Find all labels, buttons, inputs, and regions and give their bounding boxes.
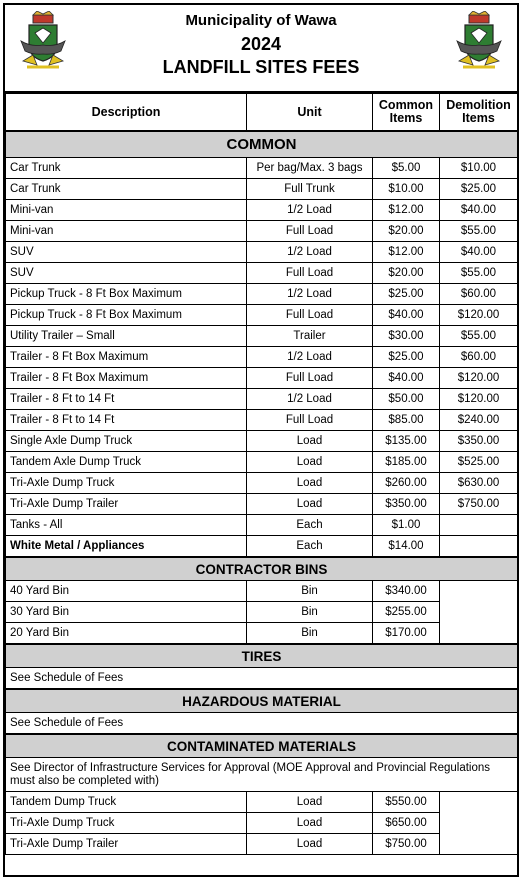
cell-demolition-price: $60.00 <box>440 347 518 368</box>
cell-description: White Metal / Appliances <box>6 536 247 558</box>
table-row <box>6 410 518 431</box>
tires-section-header <box>6 644 518 668</box>
cell-common-price: $750.00 <box>373 834 440 855</box>
table-row <box>6 368 518 389</box>
cell-description: SUV <box>6 263 247 284</box>
cell-common-price: $20.00 <box>373 221 440 242</box>
table-row <box>6 792 518 813</box>
cell-common-price: $255.00 <box>373 602 440 623</box>
cell-common-price: $550.00 <box>373 792 440 813</box>
cell-unit: Load <box>247 452 373 473</box>
cell-unit: 1/2 Load <box>247 242 373 263</box>
cell-unit: Full Load <box>247 368 373 389</box>
cell-description: Trailer - 8 Ft to 14 Ft <box>6 389 247 410</box>
table-row <box>6 494 518 515</box>
cell-unit: 1/2 Load <box>247 284 373 305</box>
table-row <box>6 326 518 347</box>
table-row <box>6 473 518 494</box>
cell-description: Trailer - 8 Ft Box Maximum <box>6 368 247 389</box>
fee-table <box>5 93 518 855</box>
cell-unit: Full Load <box>247 263 373 284</box>
cell-unit: 1/2 Load <box>247 347 373 368</box>
cell-demolition-price: $120.00 <box>440 368 518 389</box>
table-row <box>6 536 518 558</box>
cell-demolition-price: $60.00 <box>440 284 518 305</box>
cell-description: 30 Yard Bin <box>6 602 247 623</box>
cell-description: Single Axle Dump Truck <box>6 431 247 452</box>
contaminated-materials-section-title: CONTAMINATED MATERIALS <box>6 734 518 758</box>
cell-description: Mini-van <box>6 221 247 242</box>
table-row <box>6 284 518 305</box>
cell-description: SUV <box>6 242 247 263</box>
cell-common-price: $10.00 <box>373 179 440 200</box>
cell-demolition-price: $40.00 <box>440 242 518 263</box>
cell-common-price: $85.00 <box>373 410 440 431</box>
cell-description: 20 Yard Bin <box>6 623 247 645</box>
column-header-description: Description <box>6 94 247 132</box>
cell-common-price: $135.00 <box>373 431 440 452</box>
tires-note: See Schedule of Fees <box>6 668 518 690</box>
table-header-row <box>6 94 518 132</box>
cell-description: Trailer - 8 Ft Box Maximum <box>6 347 247 368</box>
table-row <box>6 347 518 368</box>
column-header-unit: Unit <box>247 94 373 132</box>
fee-table-body <box>6 131 518 855</box>
cell-common-price: $25.00 <box>373 347 440 368</box>
table-row <box>6 581 518 602</box>
fee-schedule-page <box>3 3 519 877</box>
cell-description: Tri-Axle Dump Trailer <box>6 494 247 515</box>
cell-common-price: $40.00 <box>373 305 440 326</box>
cell-unit: 1/2 Load <box>247 389 373 410</box>
table-row <box>6 263 518 284</box>
cell-common-price: $14.00 <box>373 536 440 558</box>
cell-unit: Load <box>247 494 373 515</box>
cell-unit: Each <box>247 515 373 536</box>
cell-description: Utility Trailer – Small <box>6 326 247 347</box>
cell-common-price: $1.00 <box>373 515 440 536</box>
cell-common-price: $260.00 <box>373 473 440 494</box>
table-row <box>6 179 518 200</box>
cell-demolition-price: $55.00 <box>440 221 518 242</box>
common-section-header <box>6 131 518 158</box>
cell-demolition-price: $10.00 <box>440 158 518 179</box>
cell-common-price: $25.00 <box>373 284 440 305</box>
cell-description: Tandem Dump Truck <box>6 792 247 813</box>
municipality-name: Municipality of Wawa <box>185 12 337 29</box>
cell-common-price: $20.00 <box>373 263 440 284</box>
contaminated-materials-note-row <box>6 758 518 792</box>
common-section-title: COMMON <box>6 131 518 158</box>
cell-common-price: $12.00 <box>373 242 440 263</box>
contractor-bins-section-header <box>6 557 518 581</box>
hazardous-material-note-row <box>6 713 518 735</box>
cell-description: Tri-Axle Dump Truck <box>6 473 247 494</box>
contaminated-materials-note: See Director of Infrastructure Services for Approval (MOE Approval and Provincial Regulations must also be completed with) <box>6 758 518 792</box>
cell-unit: Load <box>247 792 373 813</box>
tires-note-row <box>6 668 518 690</box>
municipal-crest-icon <box>19 11 67 73</box>
cell-demolition-empty <box>440 581 518 645</box>
cell-unit: Load <box>247 431 373 452</box>
cell-unit: Trailer <box>247 326 373 347</box>
cell-demolition-empty <box>440 792 518 855</box>
cell-demolition-price: $55.00 <box>440 326 518 347</box>
table-row <box>6 305 518 326</box>
municipal-crest-icon <box>455 11 503 73</box>
document-title: LANDFILL SITES FEES <box>162 57 360 77</box>
cell-unit: 1/2 Load <box>247 200 373 221</box>
cell-description: Tri-Axle Dump Truck <box>6 813 247 834</box>
table-row <box>6 431 518 452</box>
cell-unit: Bin <box>247 623 373 645</box>
table-row <box>6 452 518 473</box>
hazardous-material-section-title: HAZARDOUS MATERIAL <box>6 689 518 713</box>
table-row <box>6 200 518 221</box>
cell-unit: Bin <box>247 581 373 602</box>
cell-unit: Load <box>247 834 373 855</box>
cell-demolition-price: $55.00 <box>440 263 518 284</box>
table-row <box>6 389 518 410</box>
cell-unit: Load <box>247 813 373 834</box>
cell-common-price: $650.00 <box>373 813 440 834</box>
cell-description: Car Trunk <box>6 158 247 179</box>
cell-demolition-price: $25.00 <box>440 179 518 200</box>
cell-demolition-price: $750.00 <box>440 494 518 515</box>
cell-unit: Bin <box>247 602 373 623</box>
cell-common-price: $50.00 <box>373 389 440 410</box>
document-year: 2024 <box>240 34 282 54</box>
cell-demolition-price: $240.00 <box>440 410 518 431</box>
cell-description: Tanks - All <box>6 515 247 536</box>
cell-description: Pickup Truck - 8 Ft Box Maximum <box>6 305 247 326</box>
table-row <box>6 515 518 536</box>
table-row <box>6 158 518 179</box>
cell-description: Pickup Truck - 8 Ft Box Maximum <box>6 284 247 305</box>
contractor-bins-section-title: CONTRACTOR BINS <box>6 557 518 581</box>
cell-unit: Each <box>247 536 373 558</box>
cell-common-price: $30.00 <box>373 326 440 347</box>
cell-demolition-price: $630.00 <box>440 473 518 494</box>
cell-common-price: $40.00 <box>373 368 440 389</box>
cell-description: Mini-van <box>6 200 247 221</box>
document-header <box>5 5 517 93</box>
cell-unit: Full Load <box>247 305 373 326</box>
cell-unit: Full Load <box>247 221 373 242</box>
cell-description: 40 Yard Bin <box>6 581 247 602</box>
cell-common-price: $340.00 <box>373 581 440 602</box>
cell-demolition-price: $120.00 <box>440 389 518 410</box>
cell-demolition-price <box>440 515 518 536</box>
column-header-common-items: Common Items <box>373 94 440 132</box>
cell-demolition-price <box>440 536 518 558</box>
cell-unit: Load <box>247 473 373 494</box>
cell-demolition-price: $525.00 <box>440 452 518 473</box>
hazardous-material-note: See Schedule of Fees <box>6 713 518 735</box>
cell-description: Trailer - 8 Ft to 14 Ft <box>6 410 247 431</box>
cell-common-price: $185.00 <box>373 452 440 473</box>
cell-unit: Full Trunk <box>247 179 373 200</box>
cell-description: Tri-Axle Dump Trailer <box>6 834 247 855</box>
cell-demolition-price: $350.00 <box>440 431 518 452</box>
cell-description: Car Trunk <box>6 179 247 200</box>
cell-common-price: $5.00 <box>373 158 440 179</box>
table-row <box>6 221 518 242</box>
contaminated-materials-section-header <box>6 734 518 758</box>
cell-common-price: $350.00 <box>373 494 440 515</box>
cell-unit: Full Load <box>247 410 373 431</box>
cell-unit: Per bag/Max. 3 bags <box>247 158 373 179</box>
hazardous-material-section-header <box>6 689 518 713</box>
column-header-demolition-items: Demolition Items <box>440 94 518 132</box>
cell-demolition-price: $120.00 <box>440 305 518 326</box>
cell-common-price: $12.00 <box>373 200 440 221</box>
cell-description: Tandem Axle Dump Truck <box>6 452 247 473</box>
tires-section-title: TIRES <box>6 644 518 668</box>
table-row <box>6 242 518 263</box>
cell-common-price: $170.00 <box>373 623 440 645</box>
cell-demolition-price: $40.00 <box>440 200 518 221</box>
